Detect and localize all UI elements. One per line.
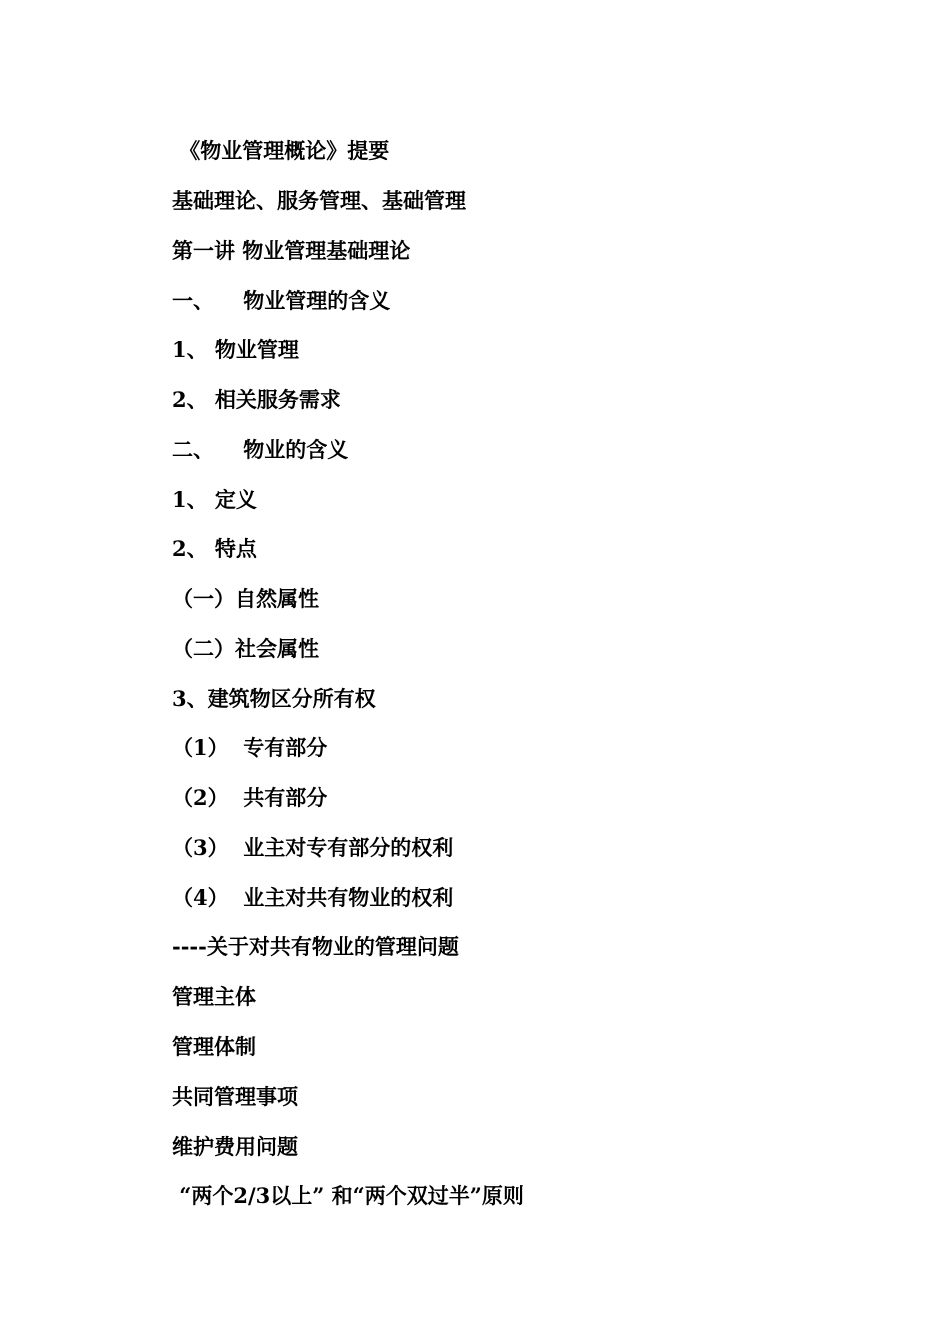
- outline-item: （3） 业主对专有部分的权利: [172, 835, 454, 860]
- text-line: 共同管理事项: [172, 1084, 298, 1109]
- text-line: 维护费用问题: [172, 1134, 298, 1159]
- section-heading: 第一讲 物业管理基础理论: [172, 238, 411, 263]
- outline-item: 1、 定义: [172, 487, 257, 512]
- outline-item: 1、 物业管理: [172, 337, 299, 362]
- document-title: 《物业管理概论》提要: [172, 138, 390, 163]
- outline-item: 一、 物业管理的含义: [172, 288, 391, 313]
- outline-item: 二、 物业的含义: [172, 437, 349, 462]
- outline-item: （一）自然属性: [172, 586, 319, 611]
- text-line: 管理主体: [172, 984, 256, 1009]
- outline-item: 2、 相关服务需求: [172, 387, 341, 412]
- outline-item: 3、建筑物区分所有权: [172, 686, 376, 711]
- outline-item: （2） 共有部分: [172, 785, 328, 810]
- outline-item: （1） 专有部分: [172, 735, 328, 760]
- outline-item: 2、 特点: [172, 536, 257, 561]
- text-line: 基础理论、服务管理、基础管理: [172, 188, 466, 213]
- text-line: 管理体制: [172, 1034, 256, 1059]
- outline-item: （二）社会属性: [172, 636, 319, 661]
- text-line: “两个2/3以上” 和“两个双过半”原则: [172, 1183, 524, 1208]
- text-line: ----关于对共有物业的管理问题: [172, 934, 459, 959]
- outline-item: （4） 业主对共有物业的权利: [172, 885, 454, 910]
